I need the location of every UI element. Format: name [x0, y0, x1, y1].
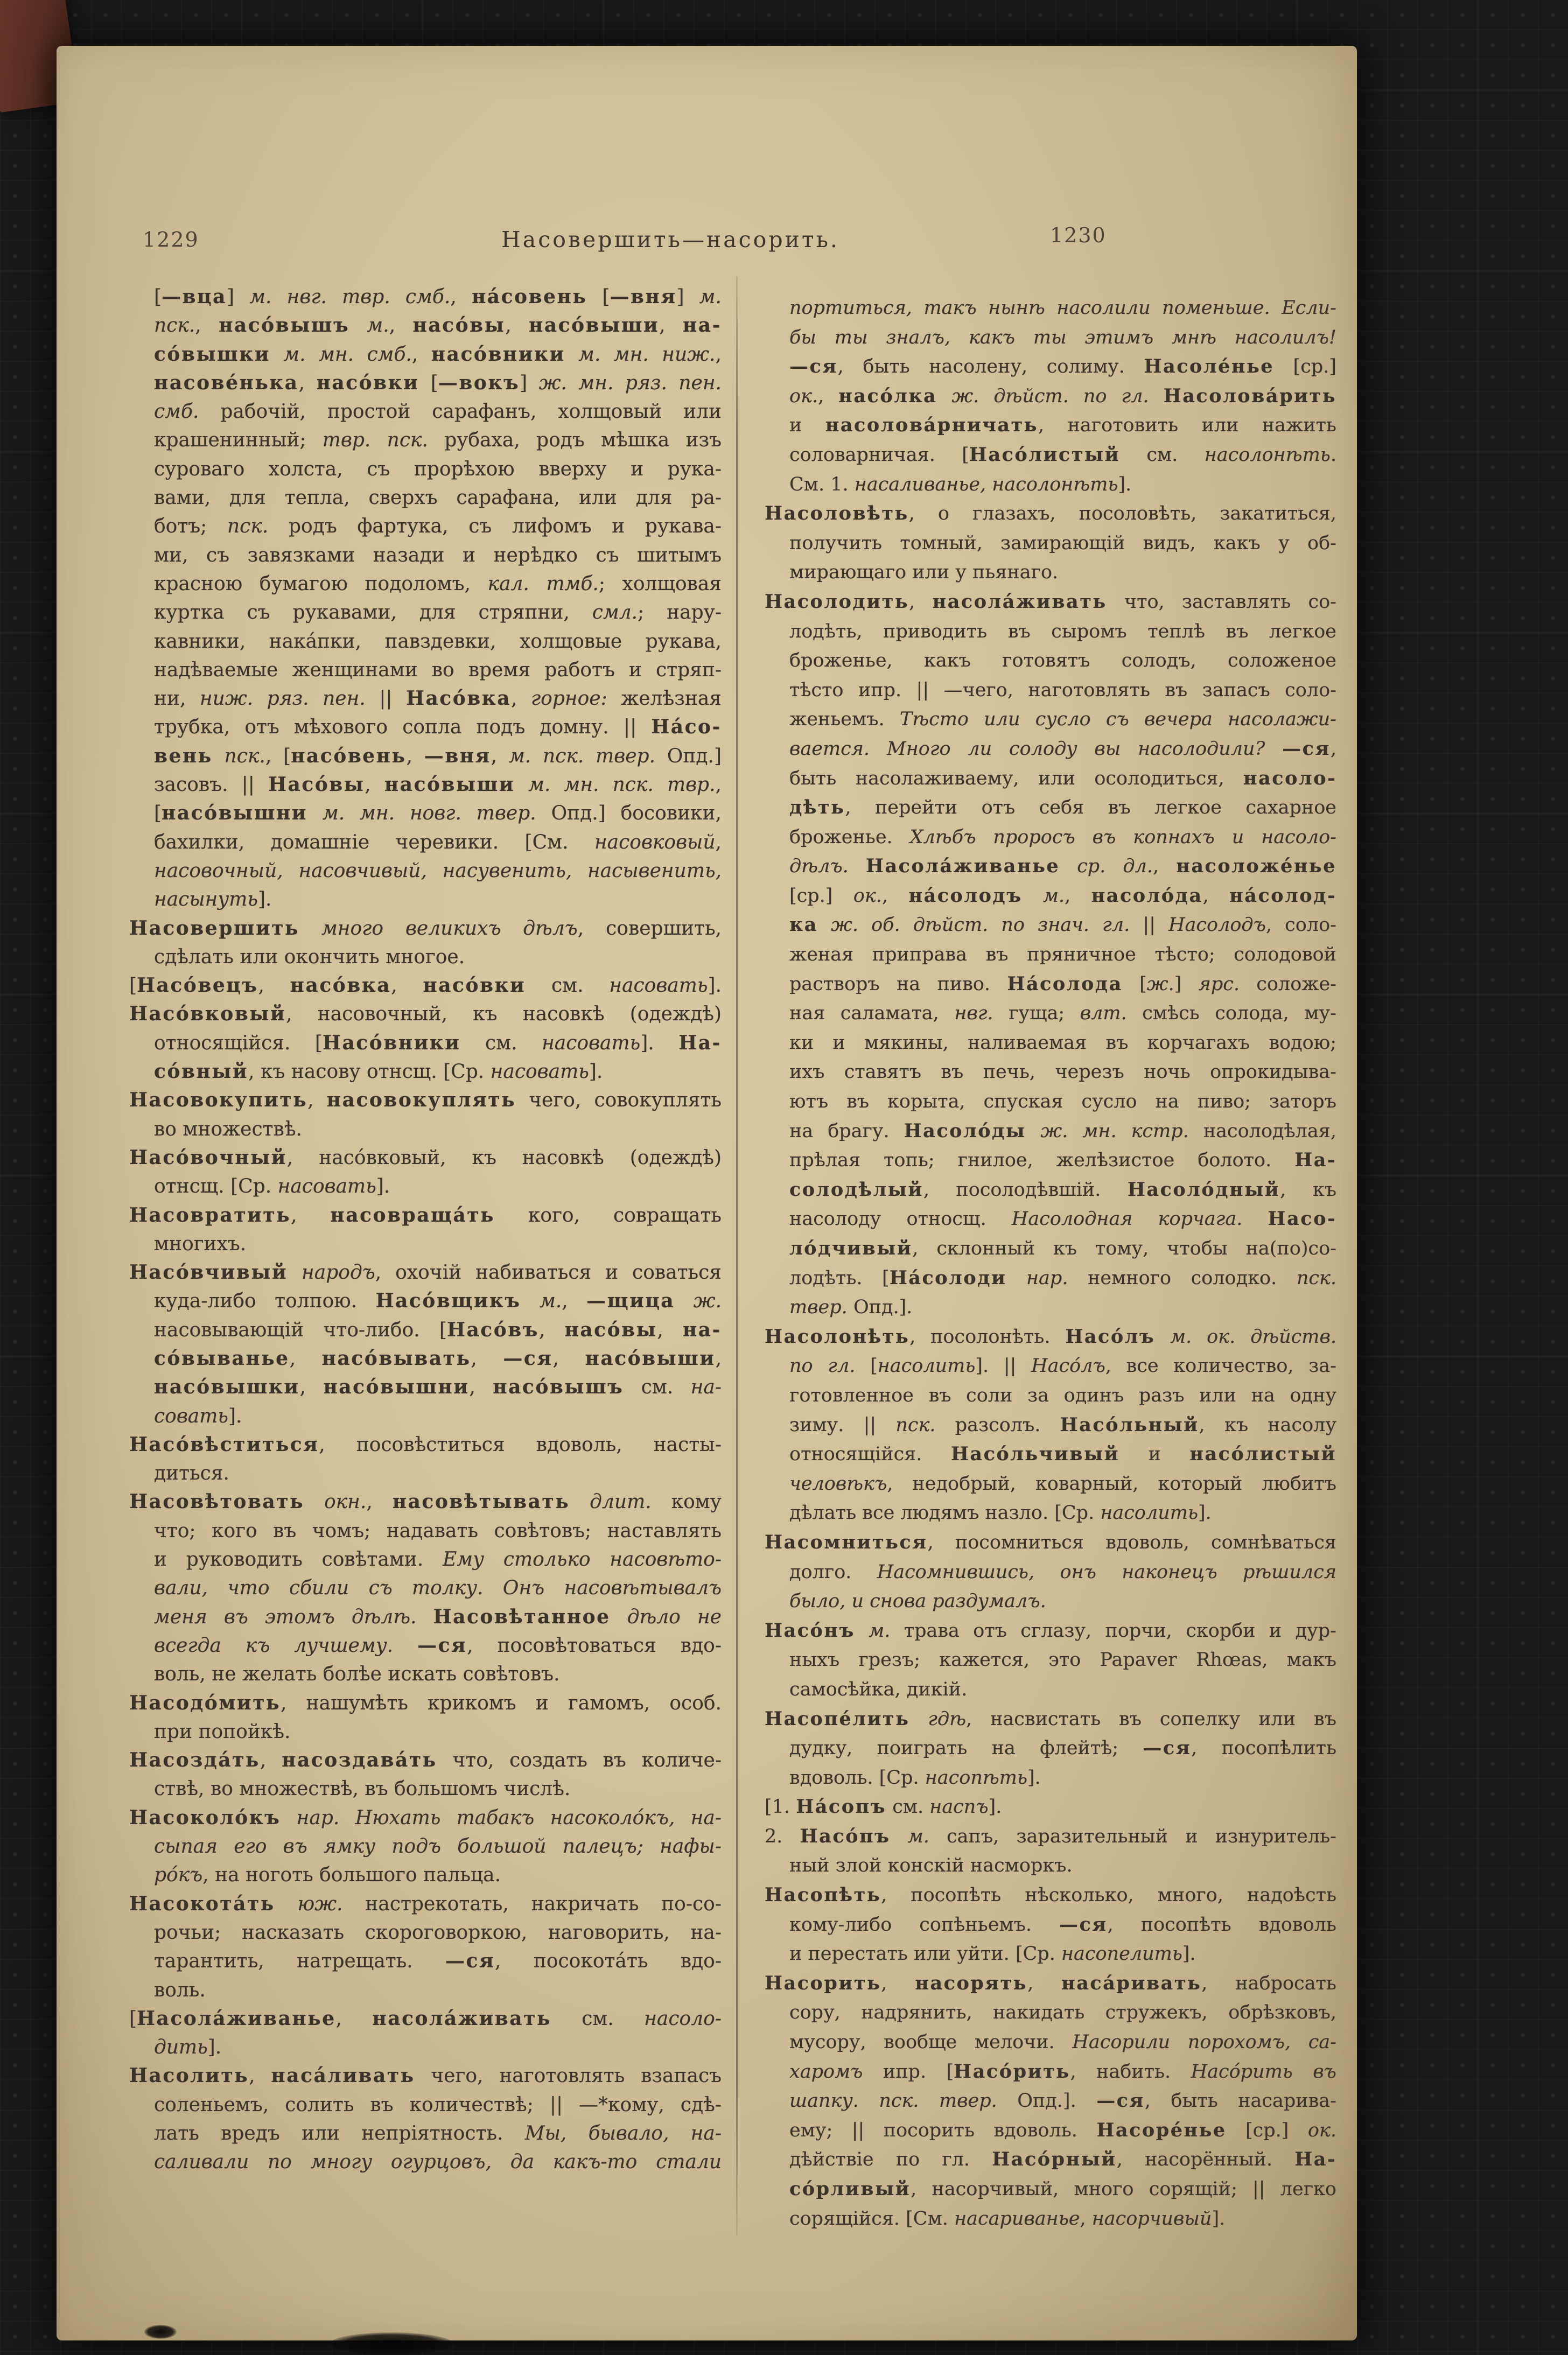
text-line: харомъ ипр. [Насóрить, набить. Насóрить въ [789, 2060, 1337, 2083]
text-line: ка ж. об. дѣйст. по знач. гл. || Насолодъ, соло- [789, 914, 1336, 936]
text-line: Насóвчивый народъ, охочій набиваться и соваться [129, 1261, 722, 1284]
text-line: было, и снова раздумалъ. [789, 1590, 1046, 1613]
text-line: долго. Насомнившись, онъ наконецъ рѣшился [789, 1561, 1336, 1583]
text-line: вень пск., [насóвень, —вня, м. пск. твер. Опд.] [154, 744, 722, 767]
column-divider-rule [736, 276, 738, 2236]
text-line: сóрливый, насорчивый, много сорящій; || легко [789, 2178, 1336, 2200]
text-line: ный злой конскій насморкъ. [789, 1855, 1073, 1877]
text-line: меня въ этомъ дѣлѣ. Насовѣтанное дѣло не [154, 1605, 722, 1628]
text-line: готовленное въ соли за одинъ разъ или на одну [789, 1384, 1336, 1406]
text-line: броженье. Хлѣбъ проросъ въ копнахъ и насоло- [789, 826, 1336, 848]
text-line: рóкъ, на ноготь большого пальца. [154, 1864, 501, 1887]
text-line: быть насолаживаему, или осолодиться, насоло- [789, 767, 1336, 789]
text-line: относящійся. Насóльчивый и насóлистый [789, 1443, 1336, 1466]
text-column-left [129, 283, 722, 2177]
text-line: лодѣть, приводить въ сыромъ теплѣ въ легкое [789, 620, 1336, 642]
text-line: рочьи; насказать скороговоркою, наговорить, на- [154, 1921, 722, 1944]
text-line: ок., насóлка ж. дѣйст. по гл. Насоловáрить [789, 384, 1336, 407]
text-line: самосѣйка, дикій. [789, 1678, 968, 1700]
text-line: многихъ. [154, 1232, 247, 1255]
text-line: ботъ; пск. родъ фартука, съ лифомъ и рукава- [154, 515, 722, 538]
text-line: ныхъ грезъ; кажется, это Papaver Rhœas, макъ [789, 1649, 1336, 1671]
text-line: [насóвышни м. мн. новг. твер. Опд.] босовики, [154, 802, 722, 825]
text-line: и руководить совѣтами. Ему столько насовѣто- [154, 1548, 722, 1571]
text-line: Насовѣтовать окн., насовѣтывать длит. кому [129, 1490, 722, 1513]
text-line: во множествѣ. [154, 1118, 302, 1140]
text-line: насовочный, насовчивый, насувенить, насывенить, [154, 859, 722, 882]
text-line: сóвный, къ насову отнсщ. [Ср. насовать]. [154, 1060, 603, 1083]
text-line: сыпая его въ ямку подъ большой палецъ; нафы- [154, 1835, 722, 1858]
running-head: Насовершить—насорить. [501, 227, 839, 253]
text-line: вдоволь. [Ср. насопѣть]. [789, 1767, 1041, 1789]
text-line: дѣлъ. Насолáживанье ср. дл., насоложéнье [789, 855, 1336, 878]
text-line: и насоловáрничать, наготовить или нажить [789, 414, 1336, 437]
text-line: Насорить, насорять, насáривать, набросать [765, 1972, 1336, 1994]
text-column-right [765, 293, 1336, 2233]
text-line: насолоду относщ. Насолодная корчага. Насо- [789, 1208, 1336, 1230]
text-line: засовъ. || Насóвы, насóвыши м. мн. пск. твр., [154, 773, 722, 796]
text-line: смб. рабочій, простой сарафанъ, холщовый или [154, 401, 722, 423]
text-line: трубка, отъ мѣхового сопла подъ домну. || Нáсо- [154, 716, 722, 739]
page-number-left: 1229 [143, 228, 199, 251]
text-line: ютъ въ корыта, спуская сусло на пиво; заторъ [789, 1091, 1336, 1113]
text-line: соловарничая. [Насóлистый см. насолонѣть. [789, 443, 1336, 466]
text-line: насовéнька, насóвки [—вокъ] ж. мн. ряз. пен. [154, 371, 722, 394]
text-line: сорящійся. [См. насариванье, насорчивый]. [789, 2207, 1226, 2230]
text-line: ихъ ставятъ въ печь, черезъ ночь опрокидыва- [789, 1061, 1336, 1083]
text-line: получить томный, замирающій видъ, какъ у об- [789, 532, 1336, 554]
text-line: Насолить, насáливать чего, наготовлять взапасъ [129, 2064, 722, 2087]
page-number-right: 1230 [1050, 223, 1107, 247]
text-line: тѣсто ипр. || —чего, наготовлять въ запасъ соло- [789, 679, 1336, 701]
text-line: тарантить, натрещать. —ся, посокотáть вдо- [154, 1950, 722, 1973]
text-line: Насопѣть, посопѣть нѣсколько, много, надоѣсть [765, 1884, 1336, 1907]
text-line: сóвыванье, насóвывать, —ся, насóвыши, [154, 1347, 722, 1370]
text-line: Насовершить много великихъ дѣлъ, совершить, [129, 916, 722, 940]
text-line: кому-либо сопѣньемъ. —ся, посопѣть вдоволь [789, 1913, 1336, 1936]
text-line: дить]. [154, 2036, 222, 2059]
text-line: растворъ на пиво. Нáсолода [ж.] ярс. соложе- [789, 972, 1337, 995]
text-line: пск., насóвышъ м., насóвы, насóвыши, на- [154, 314, 722, 337]
text-line: надѣваемые женщинами во время работъ и стряп- [154, 658, 722, 681]
text-line: [—вца] м. нвг. твр. смб., нáсовень [—вня] м. [154, 285, 722, 308]
text-line: дѣть, перейти отъ себя въ легкое сахарное [789, 796, 1336, 819]
text-line: сору, надрянить, накидать стружекъ, обрѣзковъ, [789, 2002, 1336, 2024]
text-line: —ся, быть насолену, солиму. Насолéнье [ср.] [789, 355, 1336, 378]
text-line: женая приправа въ пряничное тѣсто; солодовой [789, 944, 1336, 966]
text-line: отнсщ. [Ср. насовать]. [154, 1175, 390, 1198]
text-line: [Насóвецъ, насóвка, насóвки см. насовать]. [129, 974, 722, 997]
text-line: ми, съ завязками назади и нерѣдко съ шитымъ [154, 544, 722, 566]
text-line: Насопéлить гдѣ, насвистать въ сопелку или въ [765, 1707, 1336, 1730]
text-line: дудку, поиграть на флейтѣ; —ся, посопѣлить [789, 1737, 1336, 1760]
text-line: человѣкъ, недобрый, коварный, который любитъ [789, 1473, 1336, 1495]
text-line: сóвышки м. мн. смб., насóвники м. мн. ниж., [154, 342, 722, 366]
text-line: Насóвковый, насовочный, къ насовкѣ (одеждѣ) [129, 1003, 722, 1026]
text-line: относящійся. [Насóвники см. насовать]. На- [154, 1031, 722, 1054]
text-line: ни, ниж. ряз. пен. || Насóвка, горное: желѣзная [154, 687, 722, 710]
text-line: Насолонѣть, посолонѣть. Насóлъ м. ок. дѣйств. [765, 1325, 1336, 1348]
text-line: совать]. [154, 1405, 242, 1427]
text-line: твер. Опд.]. [789, 1296, 913, 1319]
text-line: Насоздáть, насоздавáть что, создать въ количе- [129, 1749, 722, 1772]
text-line: кавники, накáпки, павздевки, холщовые рукава, [154, 630, 722, 653]
text-line: и перестать или уйти. [Ср. насопелить]. [789, 1943, 1196, 1965]
text-line: [ср.] ок., нáсолодъ м., насолóда, нáсолод- [789, 884, 1336, 907]
text-line: [1. Нáсопъ см. наспъ]. [765, 1796, 1002, 1818]
dictionary-page [57, 46, 1357, 2340]
text-line: Насодóмить, нашумѣть крикомъ и гамомъ, особ. [129, 1691, 722, 1714]
text-line: воль, не желать болѣе искать совѣтовъ. [154, 1663, 560, 1686]
text-line: крашенинный; твр. пск. рубаха, родъ мѣшка изъ [154, 429, 722, 452]
text-line: вали, что сбили съ толку. Онъ насовѣтывалъ [154, 1577, 722, 1600]
text-line: женьемъ. Тѣсто или сусло съ вечера насолажи- [789, 709, 1336, 731]
text-line: соленьемъ, солить въ количествѣ; || —*кому, сдѣ- [154, 2093, 722, 2116]
text-line: лóдчивый, склонный къ тому, чтобы на(по)со- [789, 1237, 1336, 1259]
text-line: портиться, такъ нынѣ насолили поменьше. Если- [789, 297, 1336, 319]
text-line: зиму. || пск. разсолъ. Насóльный, къ насолу [789, 1413, 1336, 1436]
text-line: Насóвочный, насóвковый, къ насовкѣ (одеждѣ) [129, 1146, 722, 1169]
ink-smudge-small [144, 2325, 177, 2339]
text-line: Насовокупить, насовокуплять чего, совокуплять [129, 1089, 722, 1112]
text-line: Насолодить, насолáживать что, заставлять со- [765, 590, 1336, 613]
text-line: дѣйствіе по гл. Насóрный, насорённый. На- [789, 2148, 1336, 2171]
text-line: при попойкѣ. [154, 1720, 291, 1743]
text-line: бы ты зналъ, какъ ты этимъ мнѣ насолилъ! [789, 326, 1336, 348]
text-line: насовывающій что-либо. [Насóвъ, насóвы, на- [154, 1318, 722, 1341]
text-line: сдѣлать или окончить многое. [154, 945, 465, 968]
text-line: Насоколóкъ нар. Нюхать табакъ насоколóкъ, на- [129, 1806, 722, 1829]
text-line: Насóвѣститься, посовѣститься вдоволь, насты- [129, 1433, 722, 1456]
text-line: что; кого въ чомъ; надавать совѣтовъ; наставлять [154, 1519, 722, 1542]
text-line: вами, для тепла, сверхъ сарафана, или для ра- [154, 487, 722, 509]
text-line: куда-либо толпою. Насóвщикъ м., —щица ж. [154, 1289, 722, 1313]
text-line: бахилки, домашніе черевики. [См. насовковый, [154, 831, 722, 853]
text-line: Насóнъ м. трава отъ сглазу, порчи, скорби и дур- [765, 1619, 1336, 1642]
text-line: вается. Много ли солоду вы насолодили? —ся, [789, 737, 1336, 760]
text-line: насóвышки, насóвышни, насóвышъ см. на- [154, 1376, 722, 1399]
text-line: Насомниться, посомниться вдоволь, сомнѣваться [765, 1531, 1336, 1553]
text-line: ки и мякины, наливаемая въ корчагахъ водою; [789, 1032, 1336, 1054]
text-line: на брагу. Насолóды ж. мн. кстр. насолодѣлая, [789, 1119, 1336, 1142]
text-line: броженье, какъ готовятъ солодъ, соложеное [789, 650, 1336, 672]
text-line: по гл. [насолить]. || Насóлъ, все количество, за- [789, 1355, 1336, 1377]
text-line: ная саламата, нвг. гуща; влт. смѣсь солода, му- [789, 1003, 1336, 1025]
text-line: Насовратить, насовращáть кого, совращать [129, 1203, 722, 1226]
text-line: воль. [154, 1979, 206, 2001]
text-line: лать вредъ или непріятность. Мы, бывало, на- [154, 2122, 722, 2144]
text-line: красною бумагою подоломъ, кал. тмб.; холщовая [154, 572, 722, 595]
text-line: прѣлая топь; гнилое, желѣзистое болото. На- [789, 1149, 1336, 1172]
text-line: ствѣ, во множествѣ, въ большомъ числѣ. [154, 1778, 571, 1800]
text-line: суроваго холста, съ прорѣхою вверху и рука- [154, 458, 722, 480]
text-line: солодѣлый, посолодѣвшій. Насолóдный, къ [789, 1178, 1336, 1201]
text-line: См. 1. насаливанье, насолонѣть]. [789, 473, 1132, 495]
text-line: [Насолáживанье, насолáживать см. насоло- [129, 2007, 722, 2030]
text-line: всегда къ лучшему. —ся, посовѣтоваться вдо- [154, 1634, 722, 1657]
text-line: ему; || посорить вдоволь. Насорéнье [ср.] ок. [789, 2119, 1336, 2141]
text-line: Насоловѣть, о глазахъ, посоловѣть, закатиться, [765, 502, 1336, 525]
text-line: лодѣть. [Нáсолоди нар. немного солодко. пск. [789, 1266, 1336, 1289]
text-line: диться. [154, 1462, 229, 1485]
text-line: насынуть]. [154, 888, 272, 911]
text-line: 2. Насóпъ м. сапъ, заразительный и изнуритель- [765, 1825, 1336, 1847]
text-line: мусору, вообще мелочи. Насорили порохомъ, са- [789, 2031, 1336, 2053]
text-line: мирающаго или у пьянаго. [789, 562, 1059, 584]
text-line: саливали по многу огурцовъ, да какъ-то стали [154, 2151, 722, 2174]
text-line: шапку. пск. твер. Опд.]. —ся, быть насарива- [789, 2090, 1336, 2112]
text-line: куртка съ рукавами, для стряпни, смл.; нару- [154, 601, 722, 624]
text-line: дѣлать все людямъ назло. [Ср. насолить]. [789, 1502, 1212, 1524]
text-line: Насокотáть юж. настрекотать, накричать по-со- [129, 1892, 722, 1915]
